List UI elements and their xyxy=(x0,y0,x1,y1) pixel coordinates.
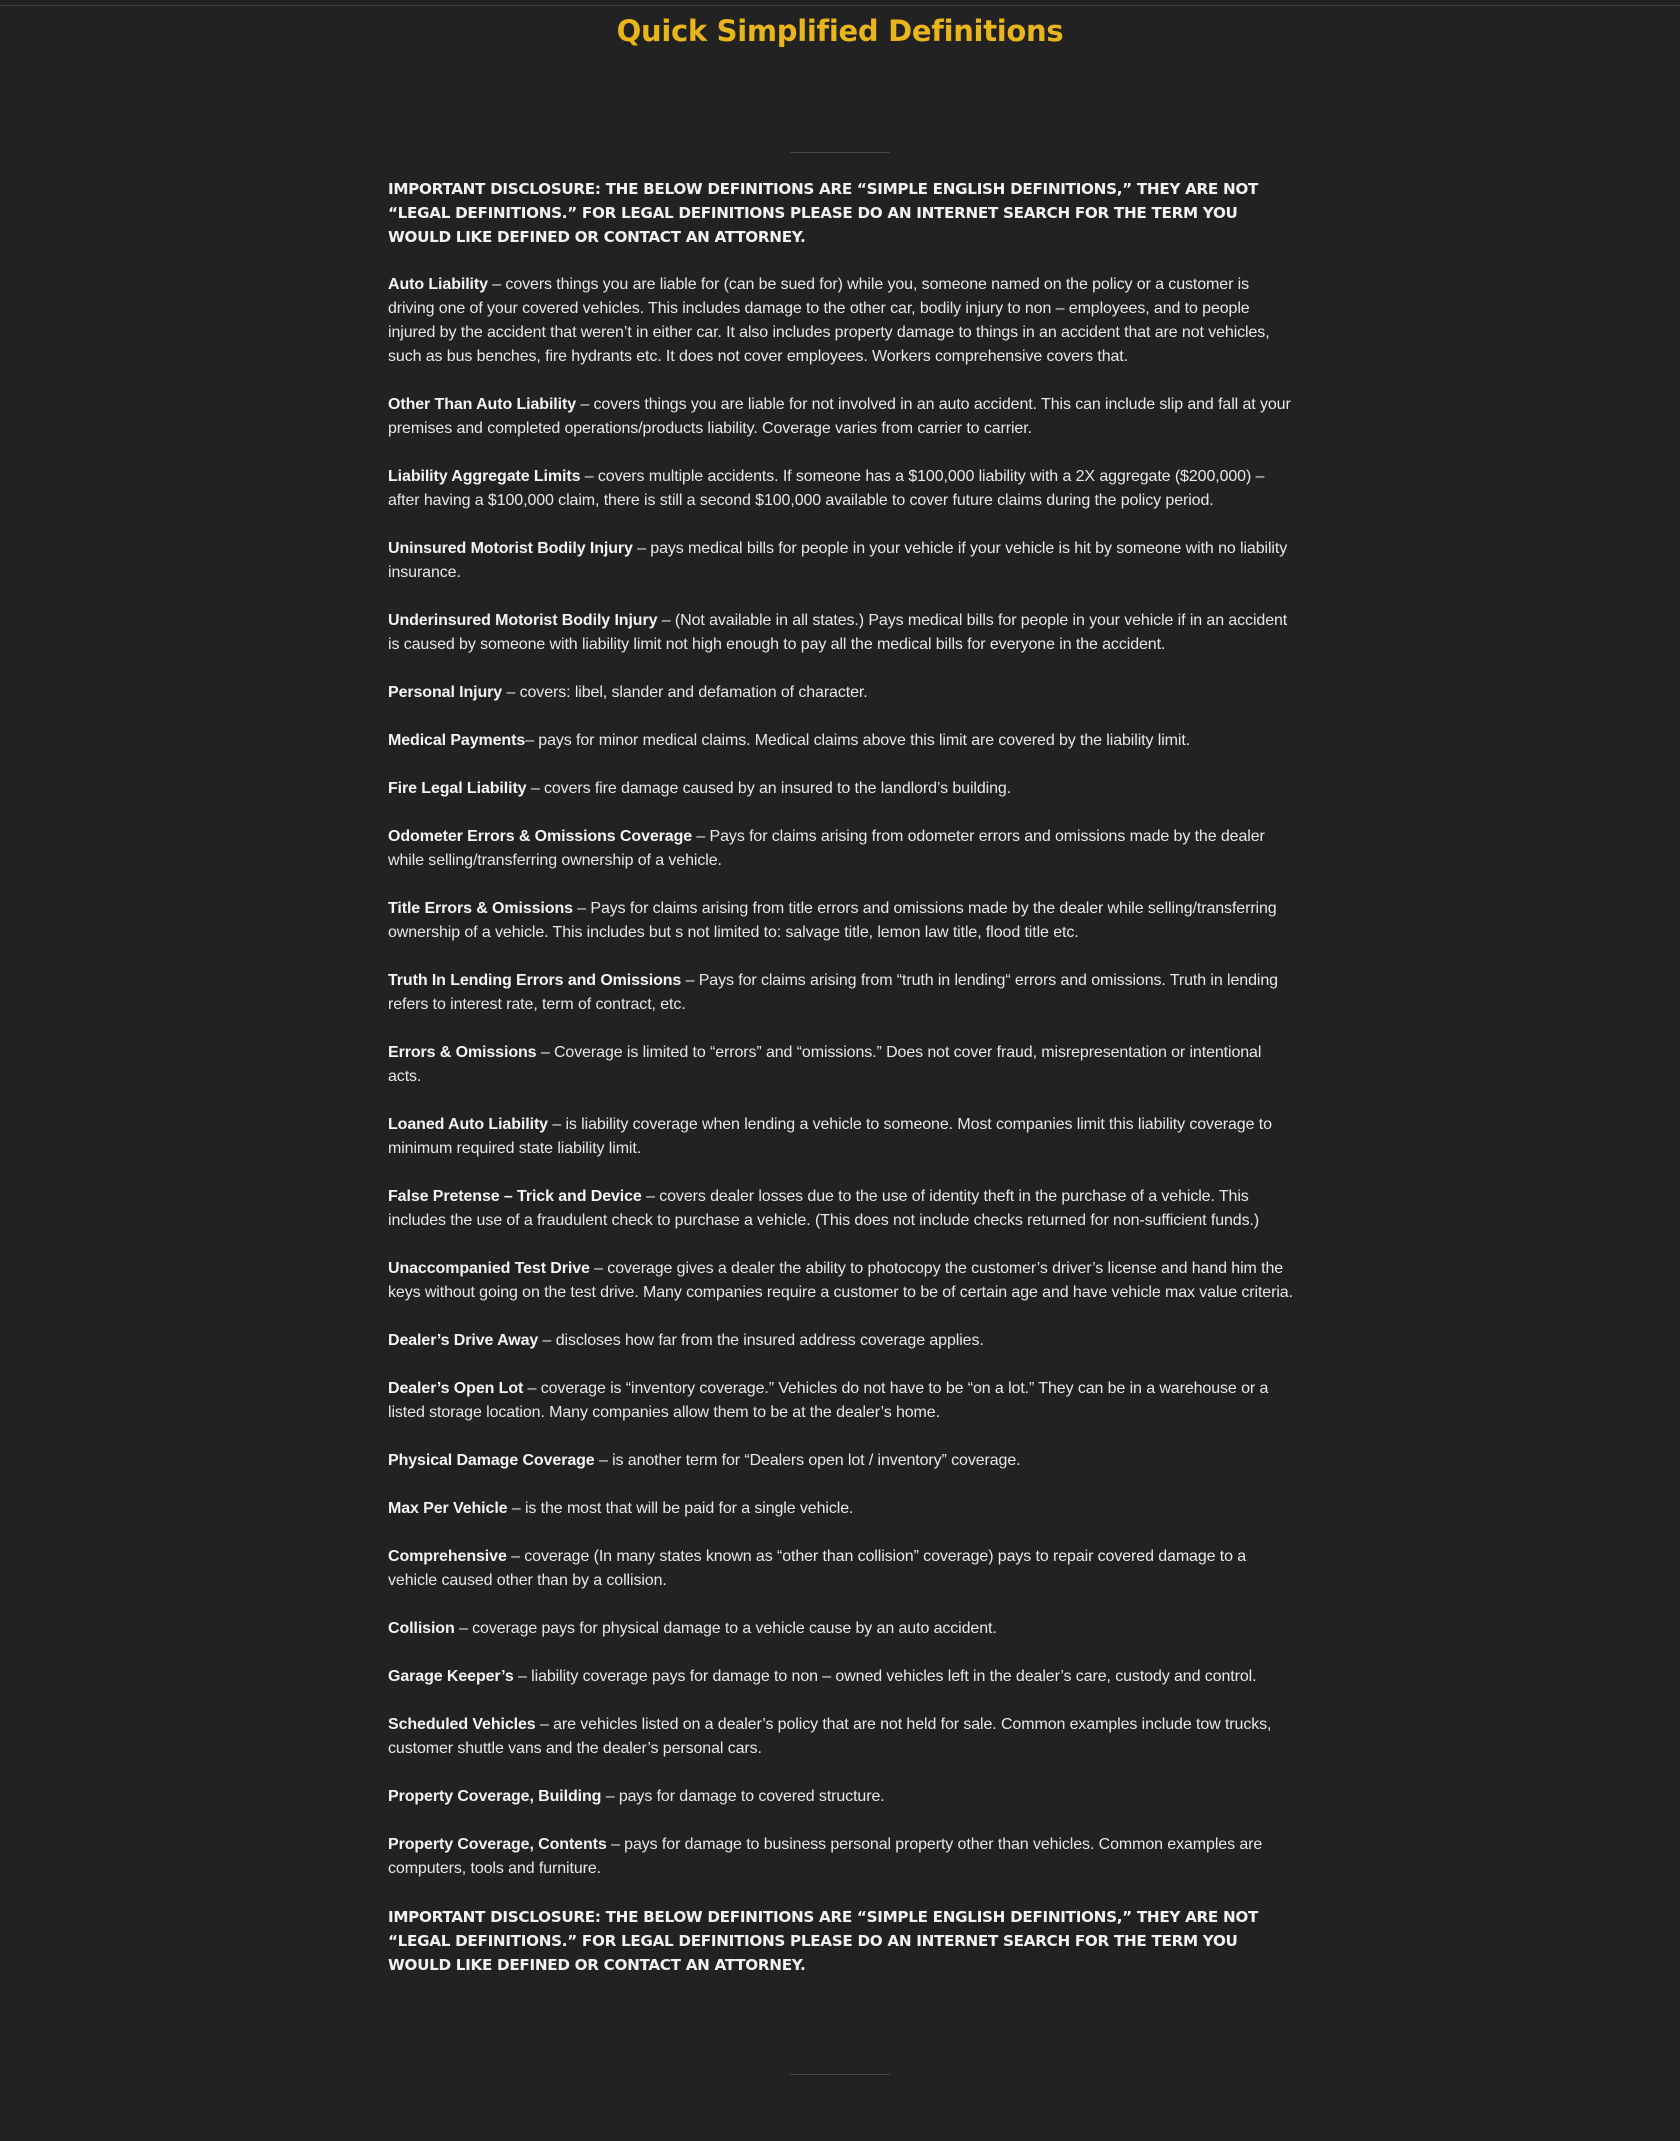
definition-text: – coverage pays for physical damage to a vehicle cause by an auto accident. xyxy=(454,1620,997,1637)
definition-item xyxy=(388,777,1293,801)
definition-text: – covers things you are liable for not involved in an auto accident. This can include slip and fall at your premises and completed operations/products liability. Coverage varies from carrier to carrier. xyxy=(388,396,1291,437)
definition-term: Garage Keeper’s xyxy=(388,1668,514,1685)
definition-text: – pays for damage to covered structure. xyxy=(601,1788,885,1805)
definition-term: Truth In Lending Errors and Omissions xyxy=(388,972,682,989)
definition-item xyxy=(388,1545,1293,1593)
definition-text: – coverage (In many states known as “other than collision” coverage) pays to repair covered damage to a vehicle caused other than by a collision. xyxy=(388,1548,1247,1589)
definition-item xyxy=(388,537,1293,585)
definition-term: Underinsured Motorist Bodily Injury xyxy=(388,612,658,629)
definition-term: Liability Aggregate Limits xyxy=(388,468,581,485)
definition-term: Unaccompanied Test Drive xyxy=(388,1260,590,1277)
definition-term: Title Errors & Omissions xyxy=(388,900,573,917)
divider-top xyxy=(790,152,890,153)
definition-item xyxy=(388,729,1293,753)
definition-term: Max Per Vehicle xyxy=(388,1500,508,1517)
definition-term: False Pretense – Trick and Device xyxy=(388,1188,642,1205)
definition-item xyxy=(388,1329,1293,1353)
definition-text: – are vehicles listed on a dealer’s policy that are not held for sale. Common examples include tow trucks, customer shuttle vans and the dealer’s personal cars. xyxy=(388,1716,1272,1757)
definition-term: Dealer’s Open Lot xyxy=(388,1380,524,1397)
definition-term: Physical Damage Coverage xyxy=(388,1452,595,1469)
definition-term: Scheduled Vehicles xyxy=(388,1716,536,1733)
definition-item xyxy=(388,273,1293,369)
definition-term: Personal Injury xyxy=(388,684,503,701)
divider-bottom xyxy=(790,2074,890,2075)
definition-term: Loaned Auto Liability xyxy=(388,1116,548,1133)
definition-term: Comprehensive xyxy=(388,1548,507,1565)
definition-term: Property Coverage, Building xyxy=(388,1788,602,1805)
definition-text: – coverage gives a dealer the ability to photocopy the customer’s driver’s license and hand him the keys without going on the test drive. Many companies require a customer to be of certain age and have vehicle max value criteria. xyxy=(388,1260,1293,1301)
definition-text: – covers things you are liable for (can be sued for) while you, someone named on the policy or a customer is driving one of your covered vehicles. This includes damage to the other car, bodily injury to non – employees, and to people injured by the accident that weren’t in either car. It also includes property damage to things in an accident that are not vehicles, such as bus benches, fire hydrants etc. It does not cover employees. Workers comprehensive covers that. xyxy=(388,276,1270,365)
definition-item xyxy=(388,825,1293,873)
definition-text: – covers multiple accidents. If someone has a $100,000 liability with a 2X aggregate ($200,000) – after having a $100,000 claim, there is still a second $100,000 available to cover future claims during the policy period. xyxy=(388,468,1265,509)
definition-text: – pays medical bills for people in your vehicle if your vehicle is hit by someone with no liability insurance. xyxy=(388,540,1288,581)
definition-term: Uninsured Motorist Bodily Injury xyxy=(388,540,633,557)
definition-item xyxy=(388,609,1293,657)
definition-text: – Pays for claims arising from odometer errors and omissions made by the dealer while selling/transferring ownership of a vehicle. xyxy=(388,828,1265,869)
definition-term: Medical Payments xyxy=(388,732,526,749)
definition-text: – is another term for “Dealers open lot / inventory” coverage. xyxy=(594,1452,1021,1469)
definition-term: Property Coverage, Contents xyxy=(388,1836,607,1853)
definition-text: – is liability coverage when lending a vehicle to someone. Most companies limit this liability coverage to minimum required state liability limit. xyxy=(388,1116,1272,1157)
definition-item xyxy=(388,1377,1293,1425)
page-title: Quick Simplified Definitions xyxy=(616,14,1064,48)
definitions-list xyxy=(388,273,1293,1881)
definition-item xyxy=(388,1617,1293,1641)
definition-item xyxy=(388,1497,1293,1521)
definition-text: – covers dealer losses due to the use of identity theft in the purchase of a vehicle. This includes the use of a fraudulent check to purchase a vehicle. (This does not include checks returned for non-sufficient funds.) xyxy=(388,1188,1260,1229)
definition-term: Errors & Omissions xyxy=(388,1044,537,1061)
definition-term: Dealer’s Drive Away xyxy=(388,1332,539,1349)
definition-text: – (Not available in all states.) Pays medical bills for people in your vehicle if in an accident is caused by someone with liability limit not high enough to pay all the medical bills for everyone in the accident. xyxy=(388,612,1288,653)
definition-item xyxy=(388,1665,1293,1689)
definition-item xyxy=(388,1185,1293,1233)
definition-term: Fire Legal Liability xyxy=(388,780,527,797)
disclosure-bottom: IMPORTANT DISCLOSURE: THE BELOW DEFINITIONS ARE “SIMPLE ENGLISH DEFINITIONS,” THEY ARE NOT “LEGAL DEFINITIONS.” FOR LEGAL DEFINITIONS PLEASE DO AN INTERNET SEARCH FOR THE TERM YOU WOULD LIKE DEFINED OR CONTACT AN ATTORNEY. xyxy=(388,1908,1259,1974)
definition-term: Auto Liability xyxy=(388,276,488,293)
definition-item xyxy=(388,465,1293,513)
definition-text: – covers fire damage caused by an insured to the landlord’s building. xyxy=(526,780,1012,797)
definition-item xyxy=(388,1449,1293,1473)
definition-text: – pays for damage to business personal property other than vehicles. Common examples are computers, tools and furniture. xyxy=(388,1836,1263,1877)
definition-text: – Pays for claims arising from title errors and omissions made by the dealer while selling/transferring ownership of a vehicle. This includes but s not limited to: salvage title, lemon law title, flood title etc. xyxy=(388,900,1277,941)
definition-item xyxy=(388,969,1293,1017)
definition-term: Collision xyxy=(388,1620,455,1637)
definition-item xyxy=(388,897,1293,945)
definition-item xyxy=(388,1833,1293,1881)
definition-item xyxy=(388,393,1293,441)
definition-text: – discloses how far from the insured address coverage applies. xyxy=(538,1332,984,1349)
definition-item xyxy=(388,1041,1293,1089)
definition-item xyxy=(388,1713,1293,1761)
definition-item xyxy=(388,681,1293,705)
top-border xyxy=(0,5,1680,6)
definition-item xyxy=(388,1257,1293,1305)
disclosure-top: IMPORTANT DISCLOSURE: THE BELOW DEFINITIONS ARE “SIMPLE ENGLISH DEFINITIONS,” THEY ARE NOT “LEGAL DEFINITIONS.” FOR LEGAL DEFINITIONS PLEASE DO AN INTERNET SEARCH FOR THE TERM YOU WOULD LIKE DEFINED OR CONTACT AN ATTORNEY. xyxy=(388,180,1259,246)
definition-item xyxy=(388,1785,1293,1809)
definition-text: – covers: libel, slander and defamation of character. xyxy=(502,684,868,701)
definition-term: Odometer Errors & Omissions Coverage xyxy=(388,828,693,845)
definitions-content xyxy=(388,177,1293,2001)
definition-term: Other Than Auto Liability xyxy=(388,396,577,413)
definition-text: – liability coverage pays for damage to non – owned vehicles left in the dealer’s care, custody and control. xyxy=(513,1668,1257,1685)
definition-text: – Coverage is limited to “errors” and “omissions.” Does not cover fraud, misrepresentation or intentional acts. xyxy=(388,1044,1262,1085)
definition-text: – is the most that will be paid for a single vehicle. xyxy=(507,1500,854,1517)
definition-text: – coverage is “inventory coverage.” Vehicles do not have to be “on a lot.” They can be in a warehouse or a listed storage location. Many companies allow them to be at the dealer’s home. xyxy=(388,1380,1269,1421)
definition-text: – pays for minor medical claims. Medical claims above this limit are covered by the liability limit. xyxy=(525,732,1191,749)
definition-text: – Pays for claims arising from “truth in lending“ errors and omissions. Truth in lending refers to interest rate, term of contract, etc. xyxy=(388,972,1278,1013)
definition-item xyxy=(388,1113,1293,1161)
